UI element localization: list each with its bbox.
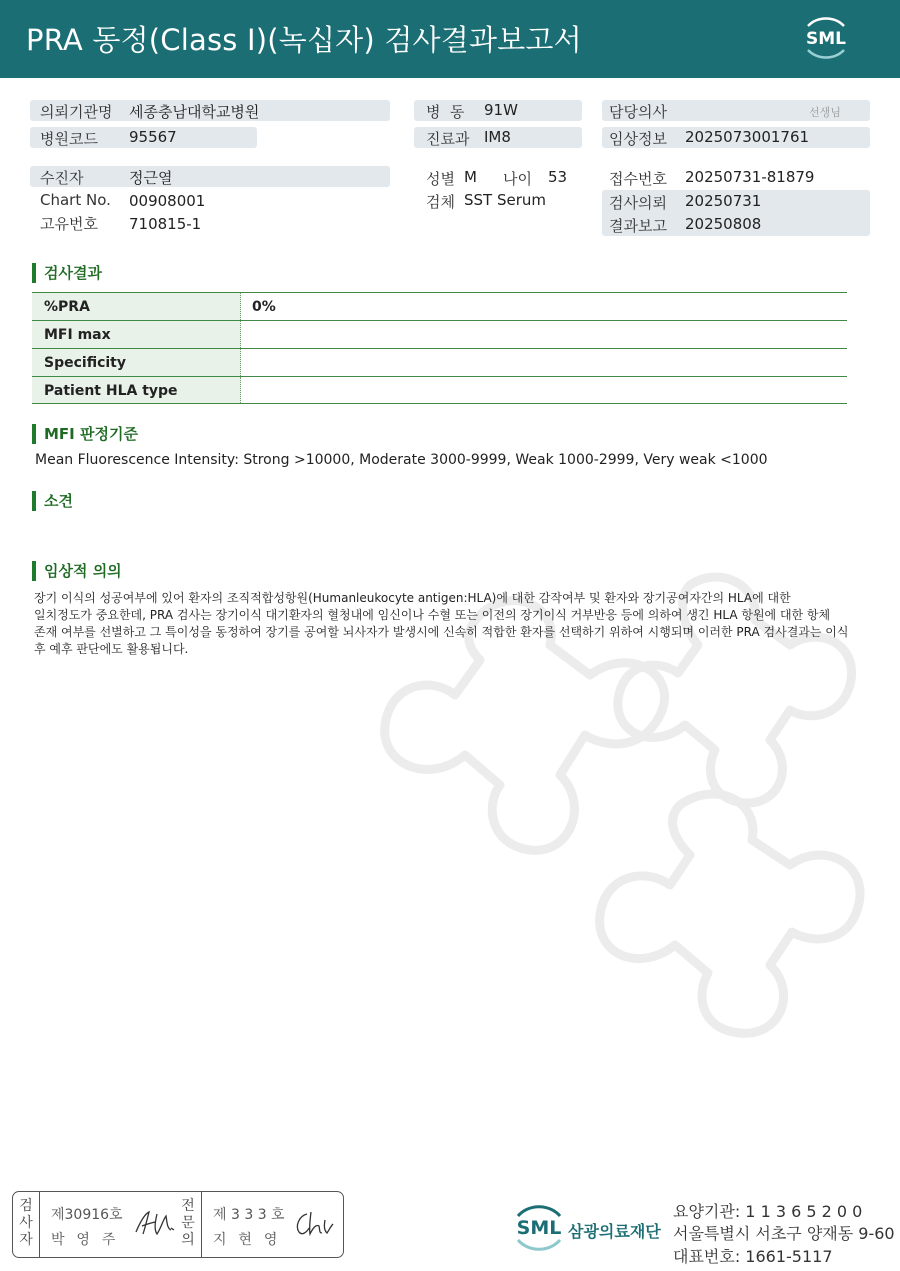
hospital-code-label: 병원코드 [40, 130, 98, 148]
age-value: 53 [548, 168, 568, 186]
report-header [0, 0, 900, 78]
examiner-license: 제30916호 [51, 1207, 123, 1223]
report-date-value: 20250808 [685, 215, 762, 233]
footer-logo-text: SML [516, 1217, 562, 1239]
request-date-label: 검사의뢰 [609, 194, 667, 212]
hospital-code-value: 95567 [129, 128, 177, 146]
sml-logo [798, 12, 854, 64]
doctor-suffix: 선생님 [809, 106, 841, 119]
doctor-label: 담당의사 [609, 103, 667, 121]
footer-org-name: 삼광의료재단 [568, 1222, 661, 1241]
unique-no-label: 고유번호 [40, 215, 98, 233]
result-label: %PRA [32, 293, 241, 320]
footer-phone: 대표번호: 1661-5117 [673, 1247, 833, 1266]
sex-label: 성별 [426, 170, 455, 188]
mfi-heading: MFI 판정기준 [32, 424, 138, 444]
table-row [32, 376, 847, 404]
table-row [32, 348, 847, 376]
request-date-value: 20250731 [685, 192, 762, 210]
result-value: 0% [252, 299, 276, 315]
specialist-name: 지 현 영 [213, 1232, 279, 1248]
chart-no-label: Chart No. [40, 191, 111, 209]
clinical-line: 존재 여부를 선별하고 그 특이성을 동정하여 장기를 공여할 뇌사자가 발생시에 신속히 적합한 환자를 선택하기 위하여 시행되며 이러한 PRA 검사결과는 이식 [34, 625, 849, 639]
clinical-line: 장기 이식의 성공여부에 있어 환자의 조직적합성항원(Humanleukocyte antigen:HLA)에 대한 감작여부 및 환자와 장기공여자간의 HLA에 대한 [34, 591, 791, 605]
result-label: MFI max [32, 321, 241, 348]
footer-code-line: 요양기관: 1 1 3 6 5 2 0 0 [673, 1202, 863, 1221]
specimen-value: SST Serum [464, 191, 547, 209]
footer-sml-logo [508, 1198, 570, 1256]
results-table [32, 292, 847, 404]
info-bar-patient [30, 166, 390, 187]
specialist-license: 제 3 3 3 호 [213, 1207, 285, 1223]
patient-value: 정근열 [129, 169, 173, 187]
age-label: 나이 [503, 170, 532, 188]
patient-label: 수진자 [40, 169, 84, 187]
dept-label: 진료과 [426, 130, 470, 148]
requesting-org-label: 의뢰기관명 [40, 103, 113, 121]
examiner-signature [133, 1208, 177, 1238]
report-date-label: 결과보고 [609, 217, 667, 235]
result-label: Specificity [32, 349, 241, 376]
ward-label: 병 동 [426, 103, 465, 121]
unique-no-value: 710815-1 [129, 215, 202, 233]
result-label: Patient HLA type [32, 377, 241, 403]
requesting-org-value: 세종충남대학교병원 [129, 103, 260, 121]
clinical-line: 일치정도가 중요한데, PRA 검사는 장기이식 대기환자의 혈청내에 임신이나 수혈 또는 이전의 장기이식 거부반응 등에 의하여 생긴 HLA 항원에 대한 항체 [34, 608, 831, 622]
examiner-name: 박 영 주 [51, 1232, 117, 1248]
chart-no-value: 00908001 [129, 192, 206, 210]
report-title: PRA 동정(Class I)(녹십자) 검사결과보고서 [26, 23, 582, 57]
signature-box [12, 1191, 344, 1258]
receipt-no-label: 접수번호 [609, 170, 667, 188]
clinical-heading: 임상적 의의 [32, 561, 122, 581]
specialist-signature [293, 1208, 337, 1238]
results-heading: 검사결과 [32, 263, 102, 283]
specialist-title: 전 문 의 [181, 1198, 195, 1248]
clinical-info-value: 2025073001761 [685, 128, 810, 146]
clinical-info-label: 임상정보 [609, 130, 667, 148]
footer-address: 서울특별시 서초구 양재동 9-60 [673, 1224, 895, 1243]
table-row [32, 292, 847, 320]
clinical-line: 후 예후 판단에도 활용됩니다. [34, 642, 189, 656]
specimen-label: 검체 [426, 193, 455, 211]
clinical-paragraph [34, 590, 849, 658]
receipt-no-value: 20250731-81879 [685, 168, 815, 186]
table-row [32, 320, 847, 348]
sex-value: M [464, 168, 477, 186]
dept-value: IM8 [484, 128, 511, 146]
ward-value: 91W [484, 101, 518, 119]
examiner-title: 검 사 자 [19, 1198, 33, 1248]
mfi-criteria-text: Mean Fluorescence Intensity: Strong >10000, Moderate 3000-9999, Weak 1000-2999, Very weak <1000 [35, 452, 768, 468]
sml-logo-text: SML [806, 29, 846, 49]
opinion-heading: 소견 [32, 491, 73, 511]
